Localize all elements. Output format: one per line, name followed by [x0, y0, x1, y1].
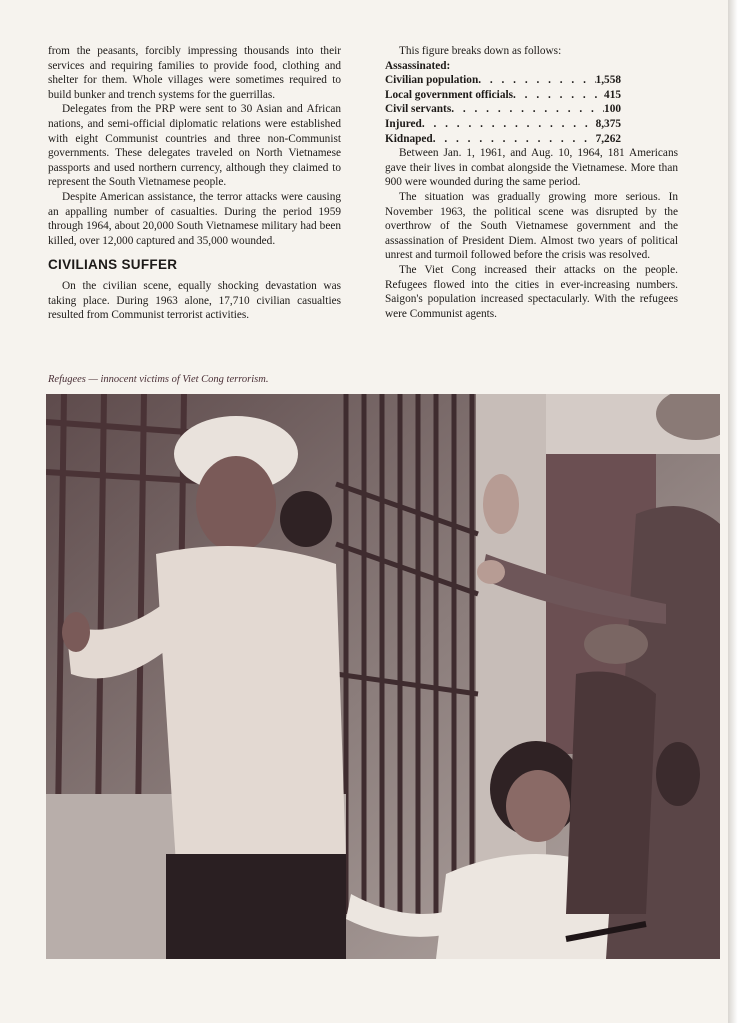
paragraph: Despite American assistance, the terror attacks were causing an appalling number of casualties. During the period 1959 through 1964, about 20,000 South Vietnamese military had been killed, over 12,000 captured and 35,000 wounded. — [48, 190, 341, 247]
row-value: 415 — [604, 88, 621, 101]
list-title: Assassinated: — [385, 59, 451, 72]
list-row — [385, 102, 621, 117]
casualty-list — [385, 59, 621, 147]
paragraph: The Viet Cong increased their attacks on the people. Refugees flowed into the cities in ever-increasing numbers. Saigon's population increased spectacularly. With the refugees were Communist agents. — [385, 263, 678, 320]
row-label: Civil servants — [385, 103, 452, 116]
list-row — [385, 88, 621, 103]
photo-illustration — [46, 394, 720, 959]
paragraph: The situation was gradually growing more serious. In November 1963, the political scene was disrupted by the overthrow of the South Vietnamese government and the assassination of President Diem. Almost two years of political unrest and turmoil followed before the crisis was resolved. — [385, 190, 678, 262]
row-label: Local government officials — [385, 88, 514, 101]
refugee-photo — [46, 394, 720, 959]
row-value: 8,375 — [595, 117, 621, 130]
paragraph: from the peasants, forcibly impressing thousands into their services and requiring families to provide food, clothing and shelter for them. Whole villages were sometimes required to build bunker and trench systems for the guerrillas. — [48, 45, 341, 101]
dot-leader — [451, 102, 604, 117]
paragraph: Delegates from the PRP were sent to 30 Asian and African nations, and semi-official diplomatic relations were established with eight Communist countries and three non-Communist governments. These delegates traveled on North Vietnamese passports and used northern currency, although they claimed to represent the South Vietnamese people. — [48, 103, 341, 189]
list-row — [385, 132, 621, 147]
right-column — [385, 44, 678, 321]
list-intro: This figure breaks down as follows: — [399, 45, 562, 57]
page-edge — [728, 0, 744, 1023]
dot-leader — [433, 132, 596, 147]
left-column — [48, 44, 341, 323]
list-row — [385, 73, 621, 88]
row-label: Civilian population — [385, 74, 479, 87]
photo-caption: Refugees — innocent victims of Viet Cong terrorism. — [48, 374, 269, 385]
row-value: 7,262 — [595, 132, 621, 145]
dot-leader — [422, 117, 596, 132]
list-row — [385, 117, 621, 132]
row-label: Injured — [385, 117, 422, 130]
paragraph: Between Jan. 1, 1961, and Aug. 10, 1964, 181 Americans gave their lives in combat alongside the Vietnamese. More than 900 were wounded during the same period. — [385, 147, 678, 189]
row-value: 1,558 — [595, 74, 621, 87]
row-label: Kidnaped — [385, 132, 433, 145]
section-heading: CIVILIANS SUFFER — [48, 257, 178, 273]
dot-leader — [478, 73, 595, 88]
row-value: 100 — [604, 103, 621, 116]
paragraph: On the civilian scene, equally shocking devastation was taking place. During 1963 alone, 17,710 civilian casualties resulted from Communist terrorist activities. — [48, 279, 341, 322]
dot-leader — [513, 88, 604, 103]
